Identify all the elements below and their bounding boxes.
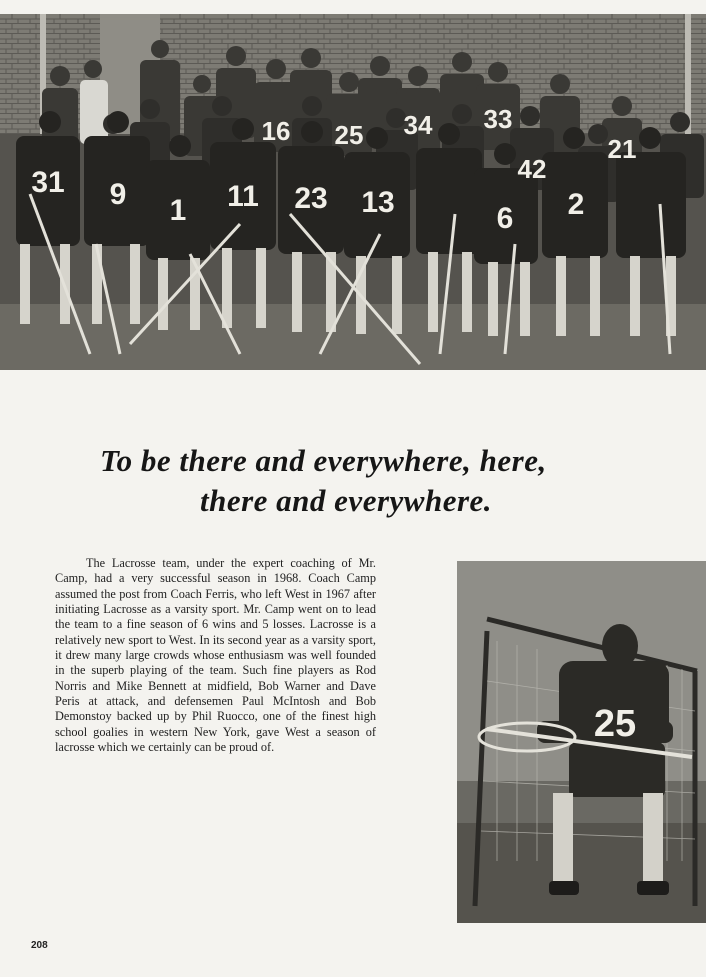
goalie-jersey-number: 25 [593,703,637,745]
jersey-number: 23 [294,182,328,215]
jersey-number: 6 [496,202,514,235]
page-headline [100,441,680,521]
jersey-number: 33 [483,104,513,134]
jersey-number: 21 [607,134,637,164]
jersey-number: 31 [31,166,65,199]
jersey-number: 1 [169,194,187,227]
page-number: 208 [31,940,48,951]
team-photo [0,14,706,370]
jersey-number: 13 [361,186,395,219]
jersey-number: 2 [567,188,585,221]
jersey-number: 34 [403,110,433,140]
article-body: The Lacrosse team, under the expert coaching of Mr. Camp, had a very successful season in 1968. Coach Camp assumed the post from Coach Ferris, who left West in 1967 after initiating Lacrosse as a varsity sport. Mr. Camp went on to lead the team to a fine season of 6 wins and 5 losses. Lacrosse is a relatively new sport to West. In its second year as a varsity sport, it drew many large crowds whose enthusiasm was well founded in the superb playing of the team. Such fine players as Rod Norris and Mike Bennett at midfield, Bob Warner and Dave Peris at attack, and defensemen Paul McIntosh and Bob Demonstoy backed up by Phil Ruocco, one of the finest high school goalies in western New York, gave West a season of lacrosse which we certainly can be proud of. [55,556,376,755]
goalie-photo [457,561,706,923]
goalie-photo-image [457,561,706,923]
jersey-number: 9 [109,178,127,211]
jersey-number: 11 [227,180,259,213]
team-photo-image [0,14,706,370]
headline-line-2: there and everywhere. [200,482,493,518]
headline-line-1: To be there and everywhere, here, [100,442,547,478]
jersey-number: 25 [334,120,364,150]
jersey-number: 42 [517,154,547,184]
jersey-number: 16 [261,116,291,146]
